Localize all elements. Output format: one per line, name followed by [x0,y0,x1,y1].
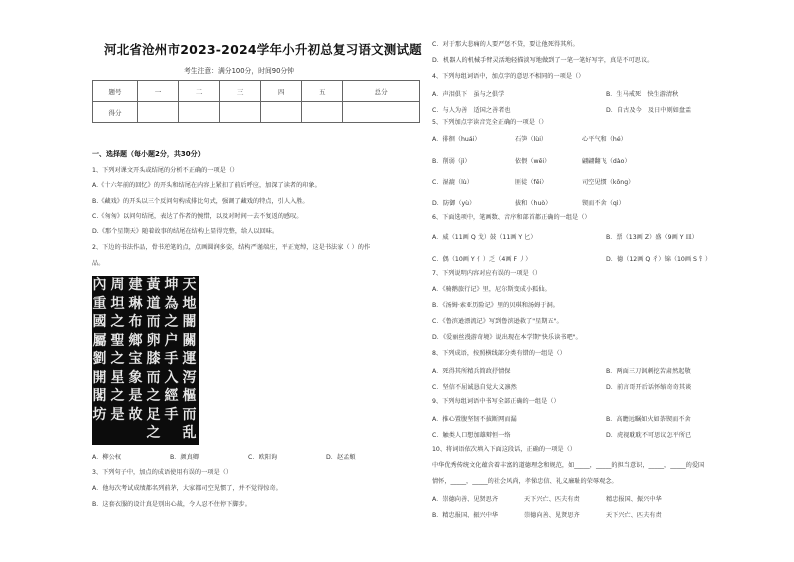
calligraphy-char: 足 [146,406,161,423]
option-b: B．生马戒死 快生游清秋 [606,91,679,98]
calligraphy-char: 泻 [182,369,197,386]
calligraphy-char: 星 [110,369,125,386]
calligraphy-char: 鄉 [128,332,143,349]
option-a: A．推心置腹坚韧不拔断网而漏 [432,416,517,423]
calligraphy-column [91,276,108,445]
option-b: B．高瞻远瞩如火如荼锲而不舍 [606,416,691,423]
table-cell[interactable] [302,102,343,123]
calligraphy-char: 膝 [146,351,161,367]
table-cell: 四 [261,81,302,102]
option-d: D．机器人的机械手臂灵活地轻描淡写地做到了一笔一笔好写字，真是不可思议。 [432,57,654,64]
question-stem: 1、下列对课文开头或结尾的分析不正确的一项是（） [92,167,239,174]
calligraphy-char: 闇 [182,314,197,330]
calligraphy-char: 開 [92,369,107,386]
calligraphy-char: 運 [182,351,197,367]
calligraphy-char: 地 [182,295,197,312]
table-cell: 一 [138,81,179,102]
question-stem: 7、下列说明内容对应有误的一项是（） [432,270,542,277]
calligraphy-char: 之 [146,388,161,404]
option-d: D.《那个星期天》随着故事的结尾在结构上显得完整，给人以回味。 [92,228,279,235]
option-a: A．声泪俱下 虽与之俱学 [432,91,505,98]
option-b: B．两面三刀讽刺挖苦肃然起敬 [606,368,691,375]
calligraphy-column [181,276,198,445]
question-stem: 4、下列每组词语中，加点字的意思不相同的一项是（） [432,73,585,80]
question-stem: 3、下列句子中，加点的成语使用有误的一项是（） [92,469,233,476]
option-b: B．这套衣服的设计真是别出心裁，令人忍不住停下脚步。 [92,501,251,508]
section-heading: 一、选择题（每小题2分，共30分） [92,150,205,158]
option-d: D．赵孟頫 [326,454,356,461]
option-b-3: 翩翩翻飞（dào） [582,158,631,165]
option-a-3: 精忠报国、振兴中华 [606,496,662,503]
option-a: A．《骑鹅旅行记》里，尼尔斯变成小狐仙。 [432,286,551,293]
table-cell: 题号 [93,81,138,102]
option-b-1: B．削弱（jì） [432,158,471,165]
calligraphy-char: 國 [92,314,107,330]
calligraphy-char: 之 [110,388,125,404]
option-c-3: 司空见惯（kōng） [582,179,635,186]
option-d: D．德（12画 Q 彳）锦（10画 S 钅） [606,256,712,263]
option-b: B．票（13画 Z）盛（9画 Y 皿） [606,234,698,241]
calligraphy-char: 之 [110,351,125,367]
option-b-2: 崇德向善、见贤思齐 [524,512,580,519]
calligraphy-char: 故 [128,406,143,423]
option-c-1: C．湿漉（lù） [432,179,473,186]
calligraphy-char: 經 [164,388,179,404]
option-c: C．坚信不屈诚恳自觉大义凛然 [432,384,517,391]
option-b-2: 依偎（wēi） [515,158,551,165]
option-c: C．触类人口想加雄辩恒一络 [432,432,511,439]
option-b-1: B．精忠报国、振兴中华 [432,512,499,519]
table-row [93,81,420,102]
calligraphy-column [145,276,162,445]
option-d: D．虎视耽耽不可思议怎平所已 [606,432,692,439]
calligraphy-char: 內 [92,277,107,293]
calligraphy-char: 而 [146,369,161,386]
option-a-2: 石笋（lùi） [515,136,548,143]
calligraphy-char: 閣 [92,388,107,404]
table-cell: 总分 [343,81,420,102]
option-d: D．自古及今 及日中则如盘盂 [606,107,692,114]
option-a-3: 心平气和（hé） [582,136,627,143]
option-d: D．《爱丽丝漫游奇境》说出现在本学期"快乐读书吧"。 [432,334,582,341]
option-d-1: D．防御（yù） [432,200,476,207]
option-a: A．他每次考试成绩都名列前茅，大家都司空见惯了，并不觉得惊奇。 [92,485,282,492]
calligraphy-char: 劉 [92,351,107,367]
table-cell: 五 [302,81,343,102]
calligraphy-char: 是 [110,406,125,423]
calligraphy-char: 是 [128,388,143,404]
question-stem: 8、下列成语，按照横线部分类有错的一组是（） [432,350,566,357]
question-stem-cont: 品。 [92,260,105,267]
option-d-2: 拔和（huò） [515,200,552,207]
calligraphy-char: 布 [128,314,143,330]
calligraphy-char: 乱 [182,425,197,441]
calligraphy-char: 卵 [146,332,161,349]
calligraphy-char: 户 [164,332,179,349]
option-c: C．与人为善 适国之善者也 [432,107,511,114]
calligraphy-char: 黃 [146,277,161,293]
question-stem: 2、下边的书法作品，骨书逆笔的点，点画圆润多姿，结构严谨端庄，平正宽绰，这是书法家（ ）的作 [92,244,371,251]
calligraphy-char: 周 [110,277,125,293]
score-table [92,80,420,123]
option-c-2: 匪徒（fēi） [515,179,548,186]
calligraphy-char: 入 [164,369,179,386]
option-a: A.《十六年前的回忆》的开头和结尾在内容上紧扣了前后呼应，加深了读者的印象。 [92,182,321,189]
calligraphy-char: 宝 [128,351,143,367]
option-c: C．欧阳询 [248,454,278,461]
option-a: A．威（11画 Q 戈）鼓（11画 Y 匕） [432,234,537,241]
table-cell[interactable] [138,102,179,123]
calligraphy-char: 建 [128,277,143,293]
exam-note: 考生注意：满分100分，时间90分钟 [184,67,294,75]
table-cell[interactable] [179,102,220,123]
table-row [93,102,420,123]
calligraphy-char: 樞 [182,388,197,404]
question-stem: 6、下面选项中，笔画数、音序和部首都正确的一组是（） [432,214,591,221]
passage-line: 情怀，_____，_____的社会风尚，孝悌忠信、礼义廉耻的荣辱观念。 [432,478,618,485]
calligraphy-column [163,276,180,445]
option-a: A．柳公权 [92,454,121,461]
option-c: C．对于那大悲痛的人要严惩不贷，要让他死得其所。 [432,41,579,48]
calligraphy-char: 琳 [128,295,143,312]
calligraphy-column [127,276,144,445]
option-d-3: 锲而不舍（qì） [582,200,625,207]
calligraphy-char: 之 [146,425,161,441]
table-cell: 三 [220,81,261,102]
option-b: B．《汤姆·索亚历险记》里的贝琪和汤姆于洞。 [432,302,559,309]
passage-line: 中华优秀传统文化蕴含着丰富的道德理念和规范，如_____，_____的担当意识，_____，_____的爱国 [432,462,705,469]
page-title: 河北省沧州市2023-2024学年小升初总复习语文测试题 [104,42,422,57]
option-d: D．前言哥开后话怀缩奇奇其谈 [606,384,692,391]
option-a-2: 天下兴亡、匹夫有责 [524,496,580,503]
calligraphy-char: 坦 [110,295,125,312]
question-stem: 5、下列加点字读音完全正确的一项是（） [432,119,548,126]
option-a-1: A．徘徊（huái） [432,136,481,143]
calligraphy-char: 坊 [92,406,107,423]
option-c: C.《匆匆》以问句结尾，表达了作者的惋惜，以及对时间一去不复返的感叹。 [92,213,303,220]
calligraphy-column [109,276,126,445]
option-c: C．偶（10画 Y 亻）乏（4画 F 丿） [432,256,532,263]
question-stem: 9、下列每组词语中书写全部正确的一组是（） [432,398,560,405]
question-stem: 10、将词语依次填入下面这段话，正确的一项是（） [432,446,576,453]
option-a-1: A．崇德向善、见贤思齐 [432,496,499,503]
calligraphy-char: 屬 [92,332,107,349]
calligraphy-image [92,276,199,445]
calligraphy-char: 而 [182,406,197,423]
option-b: B．颜真卿 [170,454,199,461]
table-cell: 二 [179,81,220,102]
calligraphy-char: 天 [182,277,197,293]
calligraphy-char: 手 [164,406,179,423]
calligraphy-char: 之 [164,314,179,330]
table-cell[interactable] [261,102,302,123]
option-c: C．《鲁滨逊漂流记》写到鲁滨逊救了"星期五"。 [432,318,563,325]
option-a: A．死得其所精兵简政抒情保 [432,368,511,375]
table-cell[interactable] [343,102,420,123]
calligraphy-char: 道 [146,295,161,312]
calligraphy-char: 而 [146,314,161,330]
calligraphy-char: 坤 [164,277,179,293]
calligraphy-char: 關 [182,332,197,349]
option-b: B.《藏戏》的开头以三个反问句构成排比句式，强调了藏戏的特点，引人入胜。 [92,198,309,205]
calligraphy-char: 象 [128,369,143,386]
calligraphy-char: 重 [92,295,107,312]
option-b-3: 天下兴亡、匹夫有责 [606,512,662,519]
table-cell[interactable] [220,102,261,123]
calligraphy-char: 聖 [110,332,125,349]
calligraphy-char: 之 [110,314,125,330]
calligraphy-char: 為 [164,295,179,312]
calligraphy-char: 手 [164,351,179,367]
table-cell: 得分 [93,102,138,123]
